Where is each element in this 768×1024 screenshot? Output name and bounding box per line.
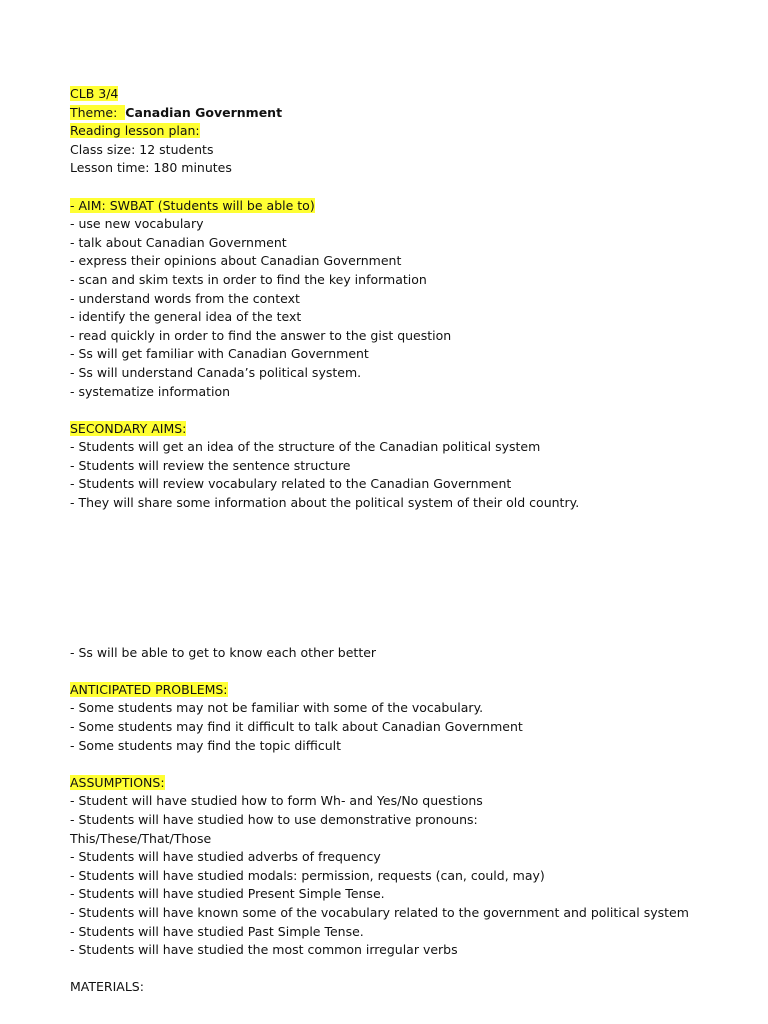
- list-item: - talk about Canadian Government: [70, 234, 287, 250]
- list-item: - Students will have studied Present Simple Tense.: [70, 886, 385, 902]
- problems-heading-line: [70, 681, 750, 700]
- list-item: - express their opinions about Canadian Government: [70, 253, 402, 269]
- assumptions-heading: ASSUMPTIONS:: [70, 774, 165, 790]
- list-item: - Ss will understand Canada’s political system.: [70, 364, 362, 380]
- lesson-time: Lesson time: 180 minutes: [70, 160, 232, 176]
- list-item: - They will share some information about the political system of their old country.: [70, 495, 580, 511]
- plan-label: Reading lesson plan:: [70, 123, 200, 139]
- list-item: - Students will have studied modals: permission, requests (can, could, may): [70, 867, 545, 883]
- spacer: [70, 662, 750, 681]
- list-item: - Students will review the sentence structure: [70, 457, 351, 473]
- list-item: - use new vocabulary: [70, 216, 204, 232]
- list-item: - systematize information: [70, 383, 231, 399]
- list-item: - read quickly in order to find the answer to the gist question: [70, 327, 452, 343]
- header-theme-line: [70, 104, 750, 123]
- secondary-after-gap: - Ss will be able to get to know each other better: [70, 644, 377, 660]
- secondary-heading: SECONDARY AIMS:: [70, 420, 187, 436]
- list-item: - Ss will get familiar with Canadian Government: [70, 346, 369, 362]
- secondary-heading-line: [70, 420, 750, 439]
- assumptions-list: [70, 792, 750, 959]
- list-item: - understand words from the context: [70, 290, 300, 306]
- theme-value: Canadian Government: [125, 104, 283, 120]
- level-label: CLB 3/4: [70, 86, 119, 101]
- lesson-plan-document: [70, 85, 750, 997]
- class-size: Class size: 12 students: [70, 141, 214, 157]
- theme-label: Theme:: [70, 105, 125, 120]
- list-item: - Student will have studied how to form Wh- and Yes/No questions: [70, 793, 483, 809]
- list-item: - scan and skim texts in order to find the key information: [70, 271, 427, 287]
- secondary-list: [70, 438, 750, 512]
- list-item: - Students will have studied adverbs of frequency: [70, 849, 381, 865]
- list-item: - Students will have studied how to use demonstrative pronouns:: [70, 812, 478, 827]
- spacer: [70, 755, 750, 774]
- list-item: - Some students may not be familiar with some of the vocabulary.: [70, 700, 484, 716]
- spacer: [70, 401, 750, 420]
- list-item: - Students will have studied the most common irregular verbs: [70, 942, 458, 958]
- aim-list: [70, 215, 750, 401]
- list-item: - Students will have studied Past Simple Tense.: [70, 923, 364, 939]
- list-item: This/These/That/Those: [70, 830, 212, 846]
- header-level-line: [70, 85, 750, 104]
- list-item: - identify the general idea of the text: [70, 309, 302, 325]
- list-item: - Students will get an idea of the structure of the Canadian political system: [70, 439, 541, 455]
- aim-heading: - AIM: SWBAT (Students will be able to): [70, 197, 315, 213]
- spacer: [70, 513, 750, 644]
- spacer: [70, 960, 750, 979]
- problems-heading: ANTICIPATED PROBLEMS:: [70, 681, 228, 697]
- header-plan-line: [70, 122, 750, 141]
- list-item: - Students will review vocabulary related to the Canadian Government: [70, 476, 512, 492]
- assumptions-heading-line: [70, 774, 750, 793]
- aim-heading-line: [70, 197, 750, 216]
- list-item: - Students will have known some of the vocabulary related to the government and political system: [70, 904, 689, 920]
- spacer: [70, 178, 750, 197]
- materials-heading: MATERIALS:: [70, 979, 144, 995]
- list-item: - Some students may find the topic difficult: [70, 737, 342, 753]
- problems-list: [70, 699, 750, 755]
- list-item: - Some students may find it difficult to talk about Canadian Government: [70, 719, 523, 735]
